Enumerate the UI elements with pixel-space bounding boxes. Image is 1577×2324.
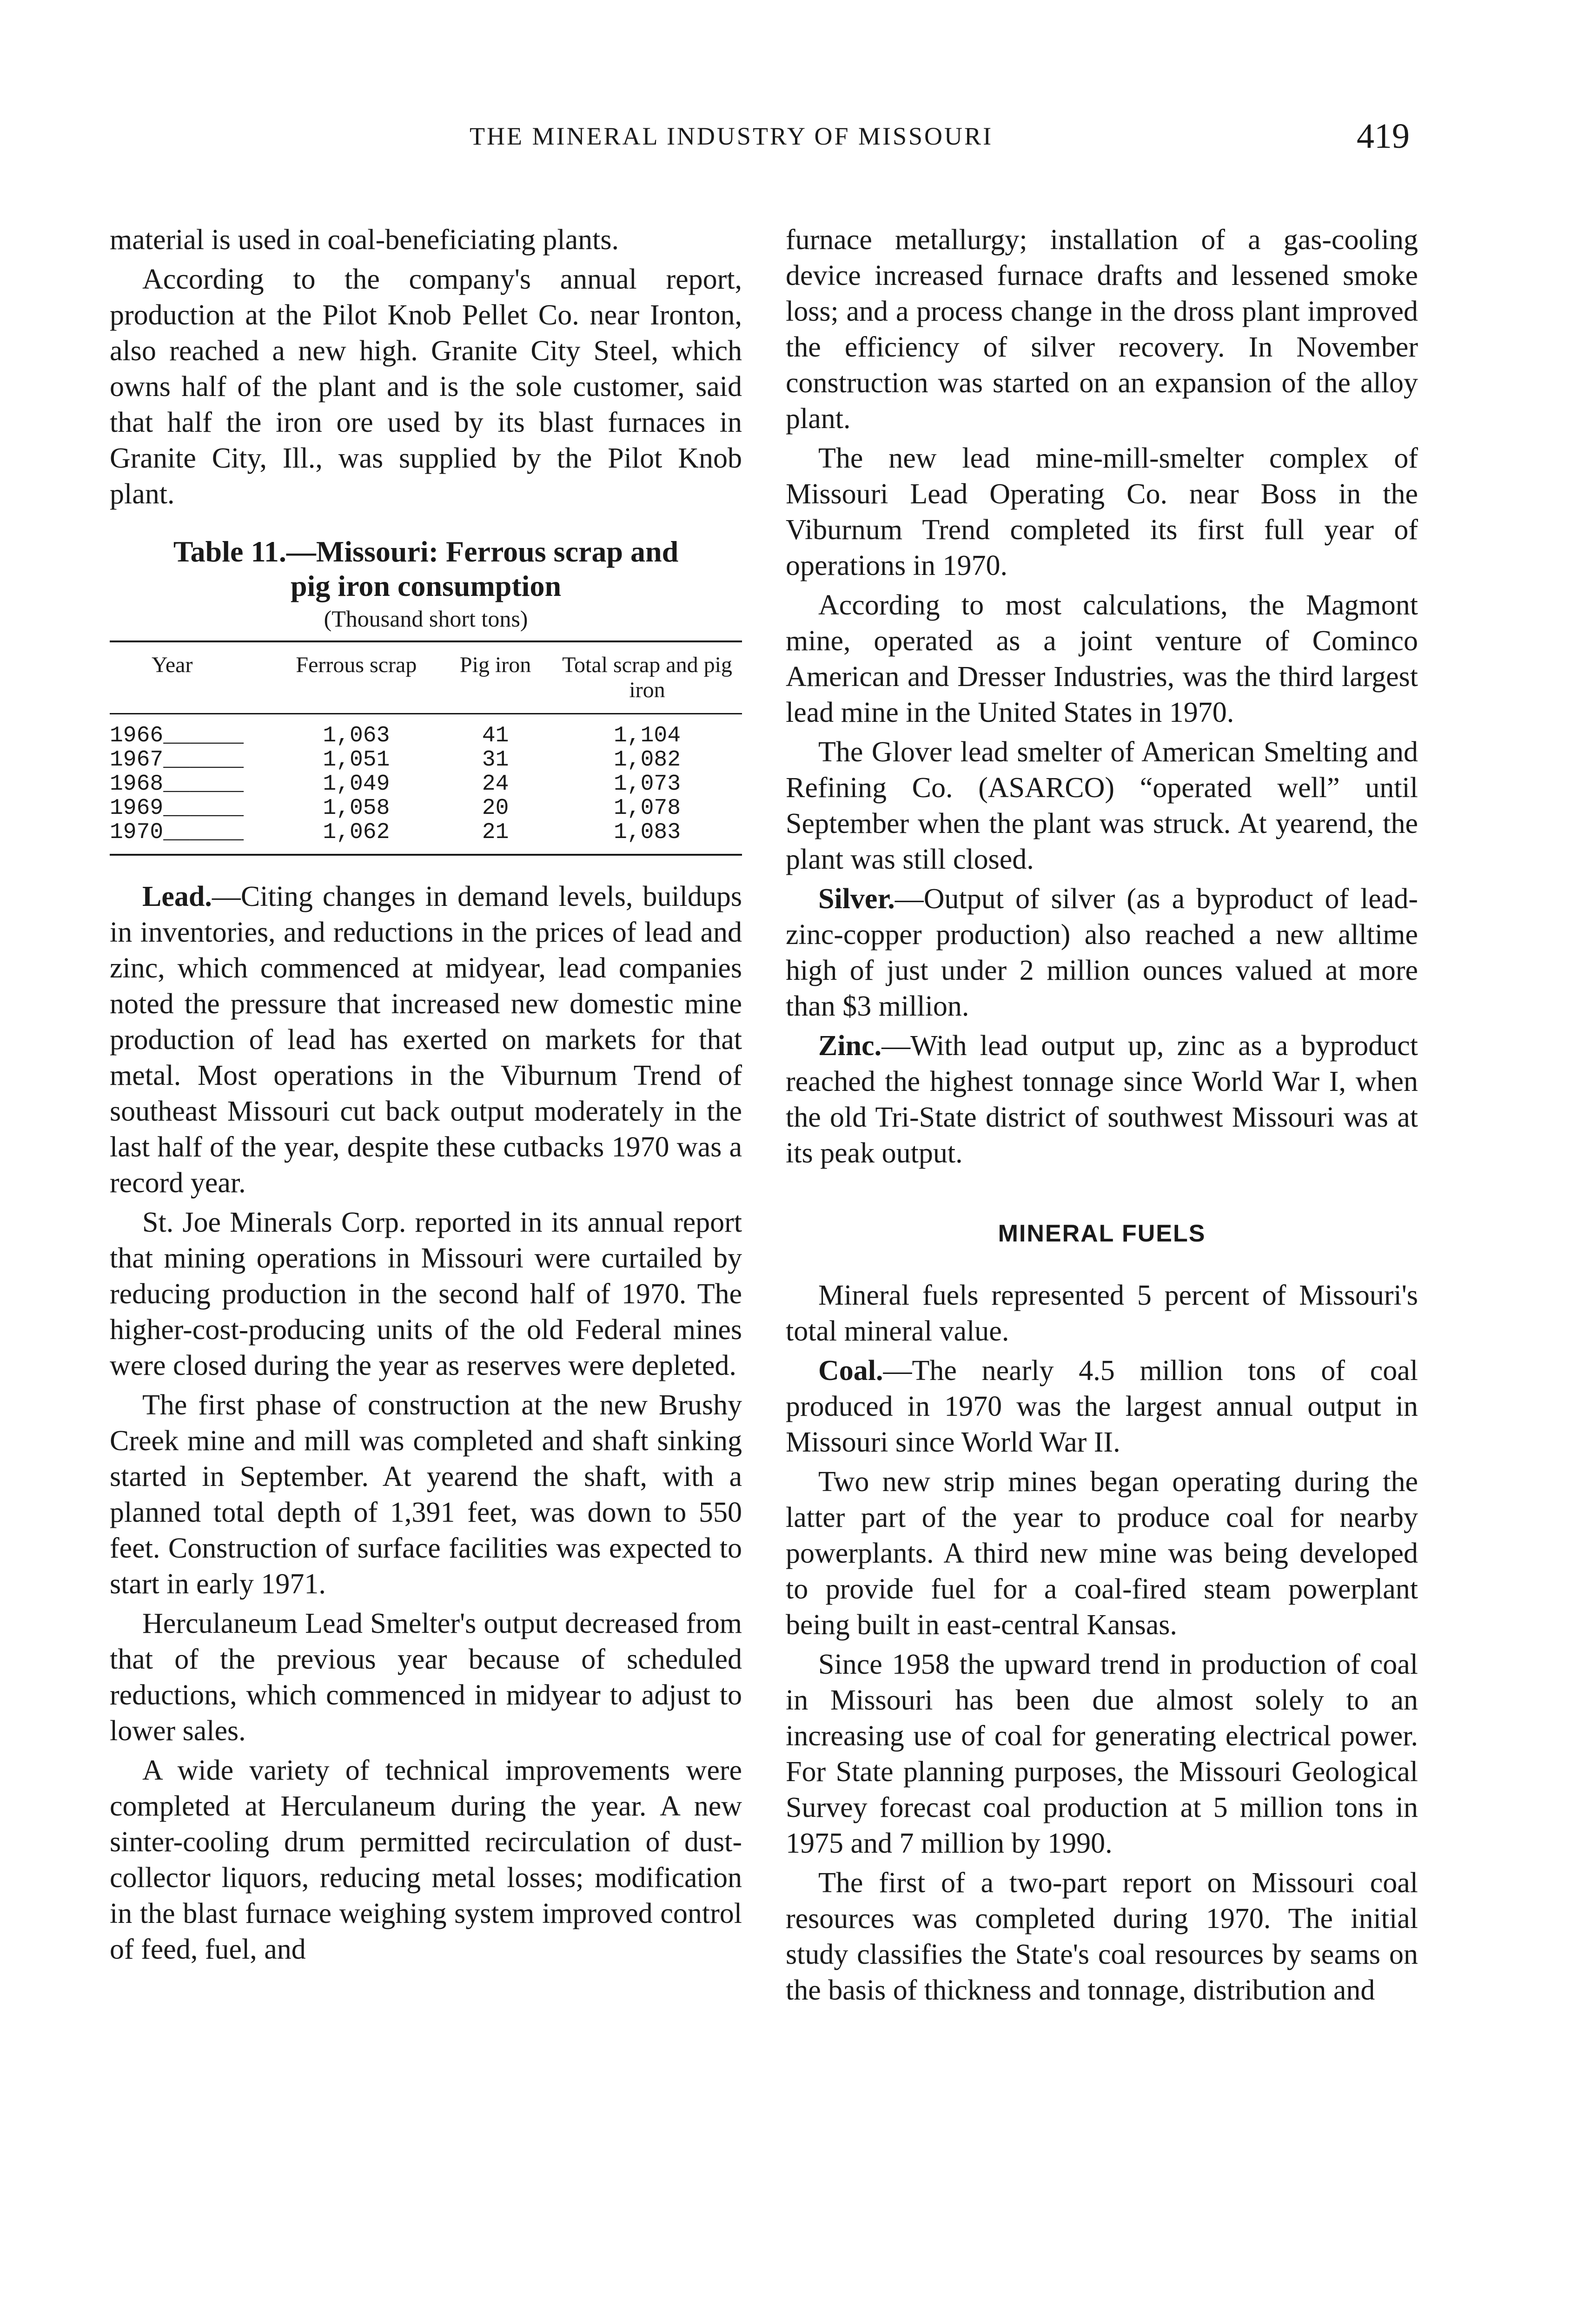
cell-ferrous: 1,063: [323, 723, 390, 748]
paragraph-herculaneum-improvements: A wide variety of technical improvements were completed at Herculaneum during the year. A new sinter-cooling drum permitted recirculation of dust-collector liquors, reducing metal losses; modification in the blast furnace weighing system improved control of feed, fuel, and: [110, 1755, 742, 1965]
page-number: 419: [1357, 117, 1410, 156]
table-row: [110, 820, 742, 855]
cell-ferrous: 1,051: [323, 747, 390, 772]
paragraph-magmont: According to most calculations, the Magmont mine, operated as a joint venture of Cominco American and Dresser Industries, was the third largest lead mine in the United States in 1970.: [786, 589, 1418, 728]
cell-year: 1966______: [110, 723, 244, 748]
coal-text: —The nearly 4.5 million tons of coal produced in 1970 was the largest annual output in Missouri since World War II.: [786, 1355, 1418, 1458]
cell-pig: 20: [482, 796, 509, 821]
table-header-row: [110, 641, 742, 714]
run-in-heading-zinc: Zinc.: [818, 1030, 882, 1062]
paragraph-mineral-fuels: Mineral fuels represented 5 percent of Missouri's total mineral value.: [786, 1280, 1418, 1347]
run-in-heading-coal: Coal.: [818, 1355, 883, 1386]
paragraph-coal: [786, 1353, 1418, 1460]
cell-year: 1969______: [110, 796, 244, 821]
left-column: [110, 222, 742, 1971]
cell-total: 1,073: [613, 772, 681, 797]
cell-pig: 31: [482, 747, 509, 772]
silver-text: —Output of silver (as a byproduct of lead-zinc-copper production) also reached a new alltime high of just under 2 million ounces valued at more than $3 million.: [786, 883, 1418, 1022]
paragraph-pilot-knob: According to the company's annual report, production at the Pilot Knob Pellet Co. near Ironton, also reached a new high. Granite City Steel, which owns half of the plant and is the sole customer, said that half the iron ore used by its blast furnaces in Granite City, Ill., was supplied by the Pilot Knob plant.: [110, 264, 742, 510]
table-row: [110, 714, 742, 748]
lead-text: —Citing changes in demand levels, buildups in inventories, and reductions in the prices of lead and zinc, which commenced at midyear, lead companies noted the pressure that increased new domestic mine production of lead has exerted on markets for that metal. Most operations in the Viburnum Trend of southeast Missouri cut back output moderately in the last half of the year, despite these cutbacks 1970 was a record year.: [110, 881, 742, 1199]
table-row: [110, 748, 742, 772]
paragraph-glover: The Glover lead smelter of American Smelting and Refining Co. (ASARCO) “operated well” until September when the plant was struck. At yearend, the plant was still closed.: [786, 736, 1418, 875]
table-title-line2: pig iron consumption: [290, 569, 562, 602]
paragraph-brushy-creek: The first phase of construction at the new Brushy Creek mine and mill was completed and shaft sinking started in September. At yearend the shaft, with a planned total depth of 1,391 feet, was down to 550 feet. Construction of surface facilities was expected to start in early 1971.: [110, 1389, 742, 1600]
paragraph-zinc: [786, 1028, 1418, 1171]
column-header-total: Total scrap and pig iron: [552, 641, 742, 714]
paragraph-missouri-lead: The new lead mine-mill-smelter complex of Missouri Lead Operating Co. near Boss in the Viburnum Trend completed its first full year of operations in 1970.: [786, 442, 1418, 581]
cell-ferrous: 1,062: [323, 820, 390, 845]
right-column: [786, 222, 1418, 2012]
table-title-line1: Table 11.—Missouri: Ferrous scrap and: [173, 535, 679, 568]
table-unit: (Thousand short tons): [324, 606, 528, 632]
paragraph-furnace-metallurgy: furnace metallurgy; installation of a gas-cooling device increased furnace drafts and lessened smoke loss; and a process change in the dross plant improved the efficiency of silver recovery. In November construction was started on an expansion of the alloy plant.: [786, 224, 1418, 435]
cell-total: 1,083: [613, 820, 681, 845]
cell-pig: 24: [482, 772, 509, 797]
table-row: [110, 772, 742, 796]
cell-pig: 21: [482, 820, 509, 845]
paragraph-strip-mines: Two new strip mines began operating during the latter part of the year to produce coal for nearby powerplants. A third new mine was being developed to provide fuel for a coal-fired steam powerplant being built in east-central Kansas.: [786, 1466, 1418, 1641]
table-row: [110, 796, 742, 820]
table-ferrous-scrap: [110, 535, 742, 856]
cell-year: 1968______: [110, 772, 244, 797]
paragraph-coal-report: The first of a two-part report on Missouri coal resources was completed during 1970. The initial study classifies the State's coal resources by seams on the basis of thickness and tonnage, distribution and: [786, 1867, 1418, 2006]
paragraph-silver: [786, 881, 1418, 1024]
paragraph-herculaneum-output: Herculaneum Lead Smelter's output decreased from that of the previous year because of scheduled reductions, which commenced in midyear to adjust to lower sales.: [110, 1608, 742, 1747]
column-header-year: Year: [110, 641, 274, 714]
run-in-heading-silver: Silver.: [818, 883, 895, 915]
data-table: [110, 640, 742, 856]
cell-year: 1967______: [110, 747, 244, 772]
cell-total: 1,078: [613, 796, 681, 821]
column-header-pig: Pig iron: [438, 641, 552, 714]
paragraph-st-joe: St. Joe Minerals Corp. reported in its annual report that mining operations in Missouri were curtailed by reducing production in the second half of 1970. The higher-cost-producing units of the old Federal mines were closed during the year as reserves were depleted.: [110, 1207, 742, 1381]
column-header-ferrous: Ferrous scrap: [274, 641, 439, 714]
cell-ferrous: 1,049: [323, 772, 390, 797]
paragraph-lead: [110, 879, 742, 1201]
section-heading-mineral-fuels: MINERAL FUELS: [998, 1220, 1206, 1247]
cell-total: 1,082: [613, 747, 681, 772]
cell-total: 1,104: [613, 723, 681, 748]
cell-pig: 41: [482, 723, 509, 748]
paragraph-trend-1958: Since 1958 the upward trend in production of coal in Missouri has been due almost solely to an increasing use of coal for generating electrical power. For State planning purposes, the Missouri Geological Survey forecast coal production at 5 million tons in 1975 and 7 million by 1990.: [786, 1649, 1418, 1859]
run-in-heading-lead: Lead.: [142, 881, 212, 912]
zinc-text: —With lead output up, zinc as a byproduct reached the highest tonnage since World War I, when the old Tri-State district of southwest Missouri was at its peak output.: [786, 1030, 1418, 1169]
cell-ferrous: 1,058: [323, 796, 390, 821]
running-header: THE MINERAL INDUSTRY OF MISSOURI: [470, 122, 994, 150]
cell-year: 1970______: [110, 820, 244, 845]
paragraph-continuation: material is used in coal-beneficiating plants.: [110, 224, 619, 256]
